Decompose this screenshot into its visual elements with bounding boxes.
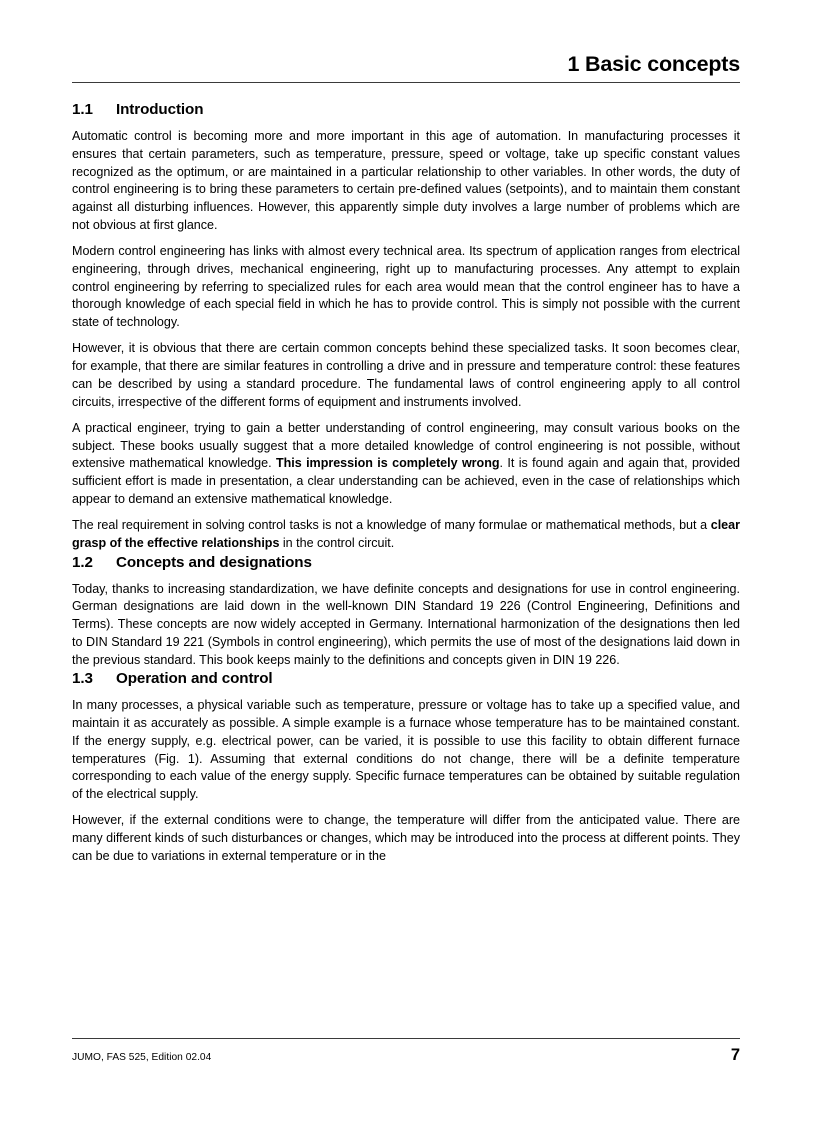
page-number: 7 xyxy=(730,1046,740,1064)
section-heading-1-1 xyxy=(72,100,740,119)
footer-row xyxy=(72,1046,740,1065)
paragraph-text-part: A practical engineer, trying to gain a better understanding of control engineering, may consult various books on the subject. These books usually suggest that a more detailed knowledge of control engineering is not possible, without extensive mathematical knowledge. xyxy=(72,420,740,471)
footer-divider xyxy=(72,1038,740,1039)
paragraph: Automatic control is becoming more and more important in this age of automation. In manufacturing processes it ensures that certain parameters, such as temperature, pressure, speed or voltage, take up specific constant values recognized as the optimum, or are maintained in a particular relationship to other variables. In other words, the duty of control engineering is to bring these parameters to certain pre-defined values (setpoints), and to maintain them constant against all disturbing influences. However, this apparently simple duty involves a large number of problems which are not obvious at first glance. xyxy=(72,129,740,232)
paragraph-emphasis: clear grasp of the effective relationships xyxy=(72,518,740,550)
section-title-1-2: Concepts and designations xyxy=(116,553,312,571)
paragraph: Modern control engineering has links with almost every technical area. Its spectrum of application ranges from electrical engineering, through drives, mechanical engineering, right up to manufacturing processes. Any attempt to explain control engineering by referring to specialized rules for each area would mean that the control engineer has to have a thorough knowledge of each special field in which he has to provide control. This is simply not possible with the current state of technology. xyxy=(72,244,740,329)
paragraph-text-part: in the control circuit. xyxy=(279,535,395,550)
paragraph-emphasis: This impression is completely wrong xyxy=(275,456,500,471)
paragraph xyxy=(72,420,740,509)
section-heading-1-2 xyxy=(72,553,740,572)
paragraph-text-part: . It is found again and again that, provided sufficient effort is made in presentation, a clear understanding can be achieved, even in the case of relationships which appear to demand an extensive mathematical knowledge. xyxy=(72,456,741,506)
section-number-1-3: 1.3 xyxy=(72,670,93,688)
paragraph: However, if the external conditions were to change, the temperature will differ from the anticipated value. There are many different kinds of such disturbances or changes, which may be introduced into the process at different points. They can be due to variations in external temperature or in the xyxy=(72,813,740,863)
section-heading-1-3 xyxy=(72,669,740,688)
chapter-heading: 1 Basic concepts xyxy=(567,52,740,76)
paragraph: In many processes, a physical variable such as temperature, pressure or voltage has to take up a specified value, and maintain it as accurately as possible. A simple example is a furnace whose temperature has to be maintained constant. If the energy supply, e.g. electrical power, can be varied, it is possible to use this facility to obtain different furnace temperatures (Fig. 1). Assuming that external conditions do not change, there will be a definite temperature corresponding to each value of the energy supply. Specific furnace temperatures can be obtained by suitable regulation of the electrical supply. xyxy=(72,698,740,801)
page-footer xyxy=(72,1038,740,1065)
section-number-1-1: 1.1 xyxy=(72,101,93,118)
section-title-1-1: Introduction xyxy=(116,101,204,118)
footer-source-text: JUMO, FAS 525, Edition 02.04 xyxy=(72,1052,212,1063)
header-divider xyxy=(72,82,740,83)
paragraph: Today, thanks to increasing standardization, we have definite concepts and designations for use in control engineering. German designations are laid down in the well-known DIN Standard 19 226 (Control Engineering, Definitions and Terms). These concepts are now widely accepted in Germany. International harmonization of the designations then led to DIN Standard 19 221 (Symbols in control engineering), which permits the use of most of the designations laid down in the previous standard. This book keeps mainly to the definitions and concepts given in DIN 19 226. xyxy=(72,581,740,667)
page-header xyxy=(72,52,740,83)
page-content xyxy=(72,100,740,866)
paragraph xyxy=(72,517,740,553)
paragraph: However, it is obvious that there are certain common concepts behind these specialized tasks. It soon becomes clear, for example, that there are similar features in controlling a drive and in pressure and temperature control: these features can be described by using a standard procedure. The fundamental laws of control engineering apply to all control circuits, irrespective of the different forms of equipment and instruments involved. xyxy=(72,341,740,409)
section-number-1-2: 1.2 xyxy=(72,553,93,571)
paragraph-text-part: The real requirement in solving control tasks is not a knowledge of many formulae or mathematical methods, but a xyxy=(72,518,711,532)
section-title-1-3: Operation and control xyxy=(116,670,273,688)
